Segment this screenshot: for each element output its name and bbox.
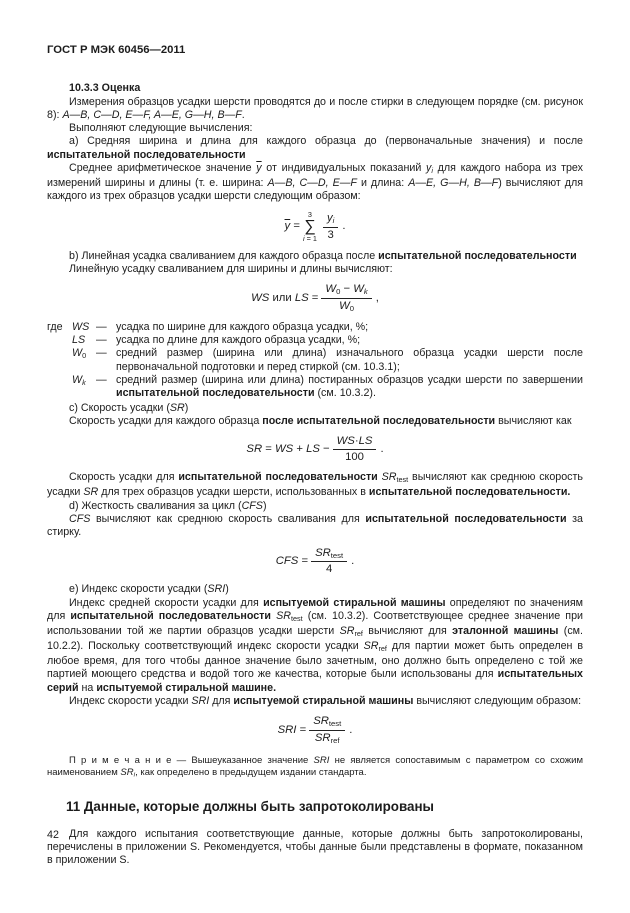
fraction-denominator: 100 (345, 451, 364, 464)
term: LS (72, 334, 86, 347)
where-item-ws (72, 321, 583, 334)
paragraph-item-d: d) Жесткость сваливания за цикл (CFS) (69, 499, 267, 512)
fraction-numerator: $W_0 - W_k$ (321, 283, 371, 299)
formula-punctuation: . (351, 554, 355, 567)
definition: средний размер (ширина или длина) постиранных образцов усадки шерсти по завершении испытательной последовательности (см. 10.3.2). (116, 374, 583, 400)
fraction (323, 212, 338, 242)
fraction-numerator: $SR_{test}$ (309, 715, 345, 731)
dash: — (96, 374, 107, 387)
sum-sigma: ∑ (304, 217, 316, 235)
fraction-numerator: WS·LS (333, 435, 377, 450)
formula-lhs: SRI = (277, 724, 307, 737)
formula-lhs: WS или LS = (251, 292, 319, 305)
page-number: 42 (47, 829, 59, 841)
paragraph-sri-description: Индекс средней скорости усадки для испытуемой стиральной машины определяют по значениям для испытательной последовательности $SR_{test}$ (см. 10.3.2). Соответствующее среднее значение при использовании той же партии образцов усадки шерсти $SR_{ref}$ вычисляют для эталонной машины (см. 10.2.2). Поскольку соответствующий индекс скорости усадки $SR_{ref}$ для партии может быть определен в любое время, для того чтобы данное значение было зачетным, оно должно быть определено с той же партией моющего средства и водой того же качества, которые были использованы для испытательных серий на испытуемой стиральной машине. (47, 596, 583, 694)
term: $W_0$ (72, 347, 87, 361)
formula-sr (47, 435, 583, 464)
term: WS (72, 320, 90, 333)
formula-sri (47, 715, 583, 745)
formula-punctuation: . (380, 443, 384, 456)
fraction-denominator: 4 (325, 563, 333, 576)
formula-punctuation: . (349, 724, 353, 737)
paragraph-measurements: Измерения образцов усадки шерсти проводятся до и после стирки в следующем порядке (см. рисунок 8): A—B, C—D, E—F, A—E, G—H, B—F. (47, 95, 583, 121)
dash: — (96, 347, 107, 360)
term: $W_k$ (72, 374, 86, 387)
formula-lhs: SR = WS + LS − (246, 443, 330, 456)
dash: — (96, 320, 107, 333)
where-list (47, 321, 583, 401)
where-item-ls (72, 334, 583, 347)
section-heading-10-3-3: 10.3.3 Оценка (69, 82, 141, 95)
definition: усадка по ширине для каждого образца усадки, %; (116, 320, 369, 333)
paragraph-calculations: Выполняют следующие вычисления: (69, 122, 253, 135)
definition: средний размер (ширина или длина) изначального образца усадки шерсти после первоначальной подготовки и перед стиркой (см. 10.3.1); (116, 347, 583, 373)
fraction (311, 547, 347, 577)
where-item-w0 (72, 347, 583, 374)
paragraph-item-e: е) Индекс скорости усадки (SRI) (69, 583, 229, 596)
fraction (321, 283, 371, 313)
dash: — (96, 334, 107, 347)
paragraph-mean-value: Среднее арифметическое значение $\overline{y}$ от индивидуальных показаний $y_i$ для каждого набора из трех измерений ширины и длины (т. е. ширина: A—B, C—D, E—F и длина: A—E, G—H, B—F) вычисляют для каждого из трех образцов усадки шерсти следующим образом: (47, 162, 584, 203)
formula-punctuation: , (375, 292, 379, 305)
formula-cfs (47, 547, 583, 577)
paragraph-sri-intro: Индекс скорости усадки SRI для испытуемой стиральной машины вычисляют следующим образом: (69, 695, 582, 708)
paragraph-item-c: с) Скорость усадки (SR) (69, 401, 189, 414)
paragraph-sr-intro: Скорость усадки для каждого образца после испытательной последовательности вычисляют как (69, 414, 572, 427)
fraction-denominator: $W_0$ (339, 300, 355, 314)
sum-lower-limit: i = 1 (302, 233, 317, 243)
fraction-denominator: $SR_{ref}$ (314, 732, 340, 745)
formula-mean (47, 211, 583, 243)
fraction-denominator: 3 (327, 228, 334, 241)
paragraph-cfs-intro: CFS вычисляют как среднюю скорость сваливания для испытательной последовательности за стирку. (47, 512, 583, 539)
formula-lhs: CFS = (275, 554, 309, 567)
definition: усадка по длине для каждого образца усадки, %; (116, 334, 361, 347)
fraction-numerator: $SR_{test}$ (311, 547, 347, 563)
paragraph-sr-test: Скорость усадки для испытательной последовательности $SR_{test}$ вычисляют как среднюю скорость усадки SR для трех образцов усадки шерсти, использованных в испытательной последовательности. (47, 471, 583, 499)
where-label: где (47, 320, 63, 333)
fraction-numerator: $y_i$ (323, 212, 338, 228)
section-heading-11: 11 Данные, которые должны быть запротоколированы (66, 798, 434, 814)
formula-ws-ls (47, 283, 583, 313)
paragraph-item-b: b) Линейная усадка сваливанием для каждого образца после испытательной последовательности (69, 249, 577, 262)
sum-upper-limit: 3 (307, 209, 312, 219)
sigma-sum-symbol (303, 211, 317, 243)
paragraph-linear-shrinkage: Линейную усадку сваливанием для ширины и длины вычисляют: (69, 263, 393, 276)
note: П р и м е ч а н и е — Вышеуказанное значение SRI не является сопоставимым с параметром со схожим наименованием $SR_i$, как определено в предыдущем издании стандарта. (47, 754, 583, 779)
formula-punctuation: . (342, 220, 346, 233)
where-item-wk (72, 374, 583, 401)
document-header: ГОСТ Р МЭК 60456—2011 (47, 44, 186, 56)
paragraph-section-11: Для каждого испытания соответствующие данные, которые должны быть запротоколированы, перечислены в приложении S. Рекомендуется, чтобы данные были представлены в формате, показанном в приложении S. (47, 827, 583, 867)
fraction (309, 715, 345, 745)
formula-lhs: $\overline{y}$ = (284, 220, 300, 233)
paragraph-item-a: а) Средняя ширина и длина для каждого образца до (первоначальные значения) и после испытательной последовательности (47, 135, 583, 161)
fraction (333, 435, 377, 464)
